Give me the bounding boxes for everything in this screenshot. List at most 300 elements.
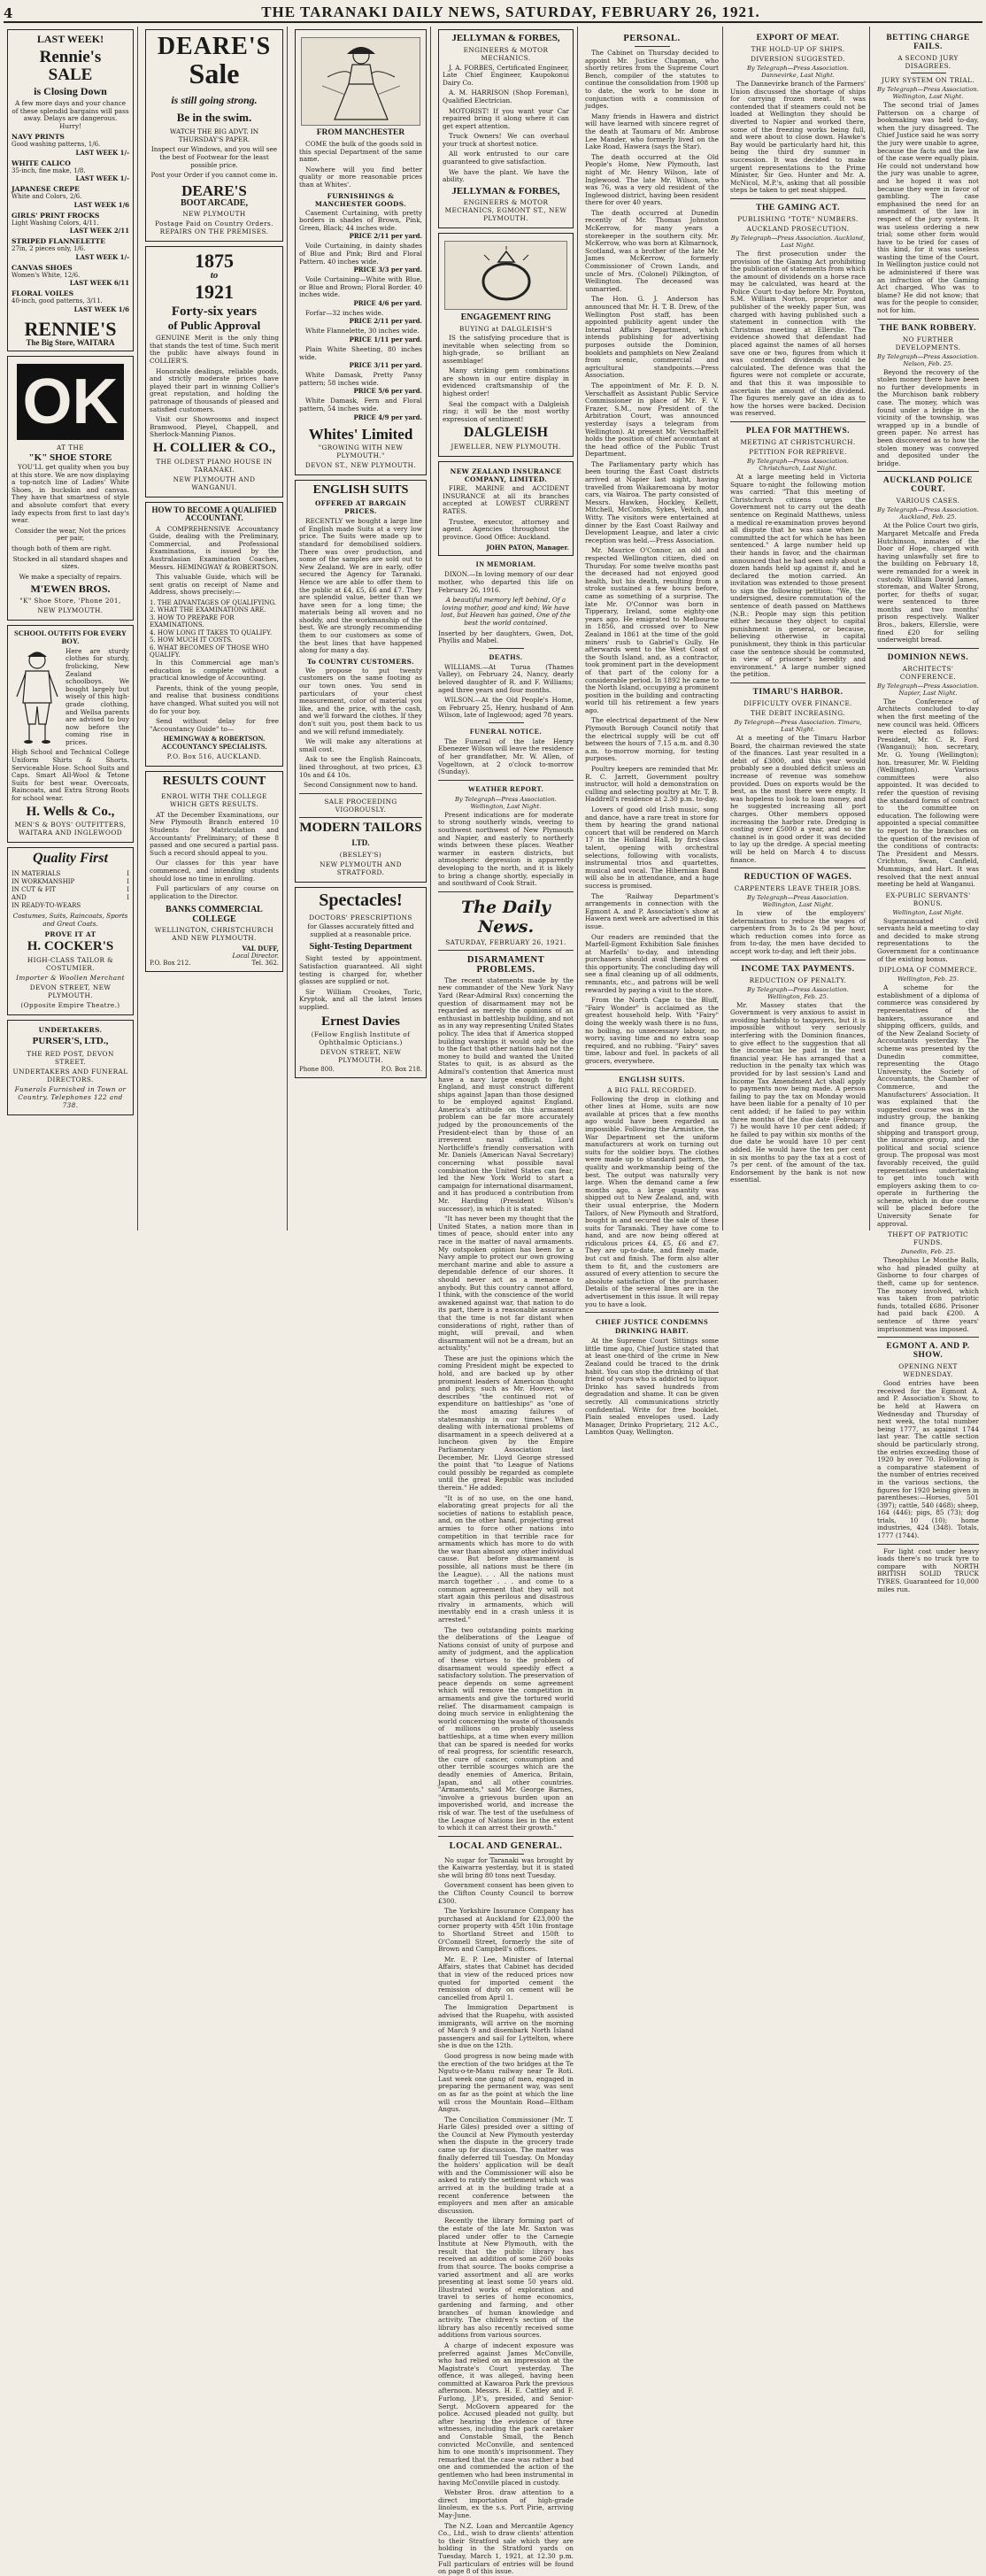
rennie-item-price: LAST WEEK 2/11 <box>69 227 129 235</box>
whites-item-price: PRICE 2/11 per yard. <box>349 317 422 326</box>
personal-paras <box>585 50 719 1066</box>
jellyman-sub: ENGINEERS & MOTOR MECHANICS. <box>463 45 549 62</box>
quality-row-mark: I <box>127 878 129 886</box>
spectacles-fellow: (Fellow English Institute of Ophthalmic Opticians.) <box>311 1030 411 1047</box>
rennie-item-desc: 40-inch, good patterns, 3/11. <box>12 297 103 305</box>
deaths-body1: WILLIAMS.—At Turua (Thames Valley), on February 24, Nancy, dearly beloved daughter of R. and F. Williams; aged three years and four months. <box>438 662 574 694</box>
ex-by: Wellington, Last Night. <box>892 908 964 916</box>
personal-paragraph: The Cabinet on Thursday decided to appoint Mr. Justice Chapman, who shortly retires from the Supreme Court Bench, compiler of the statutes to continue the consolidation from 1908 up to date, the work to be done in conjunction with a commission of judges. <box>585 49 719 111</box>
hemingway-body2: This valuable Guide, which will be sent gratis on receipt of Name and Address, shows precisely:— <box>150 573 279 597</box>
local-title: LOCAL AND GENERAL. <box>449 1840 563 1851</box>
rennie-item-price: LAST WEEK 1/- <box>75 252 129 261</box>
tax-body: Mr. Massey states that the Government is very anxious to assist in avoiding hardship to taxpayers, but it is impossible without very seriously interfering with the Dominion finances, to give effect to the suggestion that all the income-tax be paid in the next financial year. He has arranged that a reduction in the penalty tax which was provided for by last session's Land and Income Tax Amendment Act shall apply to payments now being made. A person failing to pay the tax on Monday would have been liable for a penalty of 10 per cent added; if he failed to pay within three months of the due date (February 7) he would have 10 per cent added; if he failed to pay within six months of the due date he would have 10 per cent added. He would have the ten per cent in six months to pay the tax at a cost of 7s per cent. of the amount of the tax. Endorsement by the bank is not now essential. <box>730 1000 866 1184</box>
rennie-closing: is Closing Down <box>34 85 107 98</box>
whites-ad <box>295 29 427 475</box>
nzinsurance-title: NEW ZEALAND INSURANCE COMPANY, LIMITED. <box>450 467 562 484</box>
egmont-sub: OPENING NEXT WEDNESDAY. <box>898 1362 958 1379</box>
quality-sub1: HIGH-CLASS TAILOR & COSTUMIER. <box>27 956 114 973</box>
whites-item-price: PRICE 5/6 per yard. <box>353 387 422 396</box>
results-title: RESULTS COUNT <box>162 775 266 789</box>
rennie-item-desc: Light Washing Colors, 4/11. <box>12 219 99 227</box>
english-body6: Second Consignment now to hand. <box>304 781 418 790</box>
local-paragraph: The N.Z. Loan and Mercantile Agency Co., Ltd., wish to draw clients' attention to their Stratford sale which they are holding in the Stratford yards on Tuesday, March 1, 1921, at 12.30 p.m. Full particulars of entries will be found on page 8 of this issue. <box>438 2521 574 2576</box>
whites-item-desc: Voile Curtaining, in dainty shades of Blue and Pink; Bird and Floral Pattern. 40 inches wide. <box>299 242 422 266</box>
english-modern <box>299 821 422 850</box>
english-besleys: (BESLEY'S) <box>339 851 382 860</box>
page-number: 4 <box>4 5 13 21</box>
quality-row-label: IN CUT & FIT <box>12 886 57 894</box>
results-body1: AT the December Examinations, our New Plymouth Branch entered 10 Students for Matriculation and Accountants' Preliminary; of these 8 passed and one secured a partial pass. Such a record should appeal to you. <box>150 810 279 857</box>
personal-paragraph: The Parliamentary party which has been touring the East Coast districts arrived at Napier last night, having travelled from Waikaremoana by motor cars, via Wairoa. The party consisted of Messrs. Hawken, Hockley, Kellett, Mitchell, McCombs, Sykes, Veitch, and Witty. The visitors were entertained at dinner by the East Coast Railway and Development League, and later a civic reception was held.—Press Association. <box>585 459 719 544</box>
quality-row-label: IN WORKMANSHIP <box>12 878 75 886</box>
english-body5: Ask to see the English Raincoats, lined throughout, at two prices, £3 10s and £4 10s. <box>299 755 422 779</box>
hemingway-ad <box>145 502 283 767</box>
school-ad <box>7 625 134 843</box>
column-3 <box>291 27 431 1230</box>
hemingway-list-item: 1. THE ADVANTAGES OF QUALIFYING. <box>150 598 277 606</box>
dalgleish-title: ENGAGEMENT RING <box>460 312 551 323</box>
kshoe-body4: Stocked in all standard shapes and sizes. <box>12 554 128 571</box>
plea-by: By Telegraph—Press Association. Christchurch, Last Night. <box>747 457 849 472</box>
whites-item-desc: Casement Curtaining, with pretty borders in shades of Brown, Pink, Green, Black; 44 inches wide. <box>299 208 422 232</box>
police-by: By Telegraph—Press Association. Auckland, Feb. 25. <box>877 506 979 521</box>
spectacles-phone: Phone 800. <box>299 1066 335 1074</box>
deare-post: Post your Order if you cannot come in. <box>150 171 278 180</box>
collier-body1: GENUINE Merit is the only thing that stands the test of time. Such merit the public have always found in COLLIER'S. <box>150 334 279 366</box>
bank-by: By Telegraph—Press Association. Nelson, Feb. 25. <box>877 352 979 367</box>
rennie-intro: A few more days and your chance of these splendid bargains will pass away. Delays are dangerous. Hurry! <box>12 99 129 130</box>
police-body: At the Police Court two girls, Margaret Metcalfe and Freda Hutchinson, inmates of the Door of Hope, charged with having unlawfully set fire to the building on February 18, were remanded for a week in custody. William David James, storeman, and Walter Strong, porter, for thefts of sugar, were sentenced to three months and two months' prison respectively. Walker Bros., bakers, Ellerslie, were fined £20 for selling underweight bread. <box>877 521 979 644</box>
spectacles-title: Spectacles! <box>319 891 403 911</box>
hemingway-title: HOW TO BECOME A QUALIFIED ACCOUNTANT. <box>151 505 277 523</box>
column-4 <box>435 27 578 2576</box>
whites-name: Whites' Limited <box>308 425 413 443</box>
weather-title: WEATHER REPORT. <box>467 784 544 793</box>
rennie-title: Rennie's <box>39 47 102 66</box>
spectacles-body2: Sight tested by appointment. Satisfaction guaranteed. All sight testing is charged for, whether glasses are supplied or not. <box>299 954 422 986</box>
collier-year2: 1921 <box>195 280 234 303</box>
spectacles-body3: Sir William Crookes, Toric, Kryptok, and all the latest lenses supplied. <box>299 987 422 1012</box>
personal-paragraph: The death occurred at Dunedin recently of Mr. Thomas Johnston McKerrow, for many years a storekeeper in the southern city. Mr. McKerrow, who was born at Kilmarnock, Scotland, was a brother of the late Mr. James McKerrow, formerly Commissioner of Crown Lands, and uncle of Mrs. (Colonel) Pilkington, of Wellington. The deceased was unmarried. <box>585 208 719 293</box>
quality-row-label: IN READY-TO-WEARS <box>12 902 81 910</box>
local-paragraph: No sugar for Taranaki was brought by the Kaiwarra yesterday, but it is stated she will bring 80 tons next Tuesday. <box>438 1855 574 1879</box>
personal-paragraph: Our readers are reminded that the Marfell-Egmont Exhibition Sale finishes at Marfells' to-day, and intending purchasers should avail themselves of this opportunity. The concluding day will see a final cleaning up of all oddments, remnants, etc., and patrons will be well rewarded by paying a visit to the store. <box>585 932 719 994</box>
whites-addr: DEVON ST., NEW PLYMOUTH. <box>304 461 417 470</box>
local-paragraph: Webster Bros. draw attention to a direct importation of high-grade linoleum, ex the s.s. Port Pirie, arriving May-June. <box>438 2488 574 2519</box>
quality-row-label: IN MATERIALS <box>12 870 61 878</box>
rennie-item-price: LAST WEEK 1/- <box>75 148 129 157</box>
hemingway-body5: Send without delay for free "Accountancy Guide" to— <box>150 717 279 733</box>
hemingway-name: HEMINGWAY & ROBERTSON. ACCOUNTANCY SPECIALISTS. <box>161 735 267 751</box>
personal-paragraph: Mr. Maurice O'Connor, an old and respected Wellington citizen, died on Thursday. For some twelve months past the deceased had not enjoyed good health, but his death, resulting from a stroke sustained a few hours before, came as something of a surprise. The late Mr. O'Connor was born in Tipperary, Ireland, some eighty-one years ago. He emigrated to Melbourne in 1856, and crossed over to New Zealand in 1861 at the time of the gold miners' rush to Gabriel's Gully. He afterwards went to the West Coast of the South Island, and, as a contractor, took prominent part in the development of that part of the colony for a considerable period. In 1892 he came to the North Island, occupying a prominent position in the building and contracting world till his retirement a few years ago. <box>585 546 720 714</box>
collier-approval: of Public Approval <box>167 318 261 332</box>
editorial-masthead: The Daily News. <box>461 897 551 937</box>
rennie-item-name: FLORAL VOILES <box>12 289 74 298</box>
gaming-sub1: PUBLISHING "TOTE" NUMBERS. <box>737 214 859 223</box>
collier-year1: 1875 <box>195 250 234 273</box>
results-pobox: P.O. Box 212. <box>150 960 191 968</box>
results-tel: Tel. 362. <box>251 960 279 968</box>
deare-city: NEW PLYMOUTH <box>182 210 246 219</box>
quality-row <box>12 902 129 910</box>
dip-title: DIPLOMA OF COMMERCE. <box>878 966 978 975</box>
english-modern-label: MODERN TAILORS <box>299 820 422 835</box>
bet-sub2: JURY SYSTEM ON TRIAL. <box>881 76 975 84</box>
kshoe-body5: We make a specialty of repairs. <box>19 572 122 581</box>
local-paragraph: Recently the library forming part of the estate of the late Mr. Saxton was placed under offer to the Carnegie Institute at New Plymouth, with the result that the public library has received an addition of some 260 books from that source. The books comprise a varied assortment and all are works presenting at least some 50 years old. Illustrated works of exploration and travel to series of home economics, gardening and farming, and other branches of human knowledge and activity. The children's section of the library has also recently received some additions from various sources. <box>438 2217 574 2340</box>
personal-paragraph: Poultry keepers are reminded that Mr. R. C. Jarrett, Government poultry instructor, will hold a demonstration on culling and selecting poultry at Mr. T. B. Haddrell's residence at 2.30 p.m. to-day. <box>585 765 719 804</box>
quality-sub3: DEVON STREET, NEW PLYMOUTH. <box>29 983 112 1000</box>
results-sub: ENROL WITH THE COLLEGE WHICH GETS RESULTS. <box>161 791 267 808</box>
wages-by: By Telegraph—Press Association. Wellington, Last Night. <box>747 894 849 909</box>
plea-sub1: MEETING AT CHRISTCHURCH. <box>740 437 856 446</box>
timaru-sub1: DIFFICULTY OVER FINANCE. <box>743 699 852 707</box>
hemingway-list-item: 5. HOW MUCH IT COSTS. <box>150 636 233 644</box>
jellyman-sub2: ENGINEERS & MOTOR MECHANICS, EGMONT ST., NEW PLYMOUTH. <box>444 198 567 223</box>
ring-icon <box>466 246 546 305</box>
quality-sub2: Importer & Woollen Merchant <box>16 974 125 983</box>
rennie-item-name: WHITE CALICO <box>12 158 71 167</box>
ring-illustration <box>444 241 567 310</box>
quality-row-mark: I <box>127 870 129 878</box>
collier-name: H. COLLIER & CO., <box>152 440 276 455</box>
local-paragraph: The Conciliation Commissioner (Mr. T. Harle Giles) presided over a sitting of the Council at New Plymouth yesterday when the dispute in the grocery trade came up for discussion. The matter was finally deferred till Tuesday. On Monday the holders' application will be dealt with and the Commissioner will also be asked to ratify the settlement which was arrived at in the building trade at a recent conference between the employers and men after an amicable discussion. <box>438 2115 574 2215</box>
personal-paragraph: The death occurred at the Old People's Home, New Plymouth, last night of Mr. Henry Wilson, late of Inglewood. The late Mr. Wilson, who was 76, was a very old resident of the Inglewood district, having been resident there for over 40 years. <box>585 152 719 207</box>
english-body3: We propose to put twenty customers on the same footing as our town ones. You send in particulars of your chest measurement, color of material you like, and the price, with the cash, and we'll forward the clothes. If they don't suit you, post them back to us and we will refund immediately. <box>299 666 422 736</box>
quality-sub4: (Opposite Empire Theatre.) <box>20 1001 120 1010</box>
hemingway-list-item: 3. HOW TO PREPARE FOR EXAMINATIONS. <box>150 613 235 629</box>
whites-item-price: PRICE 3/11 per yard. <box>349 361 422 370</box>
export-body: The Dannevirke branch of the Farmers' Union discussed the shortage of ships for carrying frozen meat. It was contended that if steamers could not be loaded at Wellington they should be diverted to Napier and worked there, some of the freezing works being full, and were about to close down. Hawke's Bay would be particularly hard hit, this being the third dry summer in succession. It was decided to make urgent representations to the Prime Minister, Sir Geo. Hunter and Mr. A. McNicol, M.P.'s, asking that all possible steps be taken to get meat shipped. <box>730 80 867 195</box>
editorial-p5: The two outstanding points marking the deliberations of the League of Nations consist of unity of purpose and amity of judgment, and the application of these virtues to the problem of disarmament would speedily effect a satisfactory solution. The preservation of peace depends on some agreement which will remove the competition in armaments and give the tortured world relief. The disarmament campaign is doing much service in enlightening the world concerning the waste of thousands of millions on probably useless battleships, at a time when every million that can be spared is needed for works of real progress, for scientific research, the cure of cancer, consumption and other terrible scourges which are the deadly enemies of America, Britain, Japan, and all other countries. "Armaments," said Mr. George Barnes, "involve a grievous burden upon an impoverished world, and increase the risk of war. The test of the usefulness of the League of Nations lies in the extent to which it can arrest their growth." <box>438 1625 574 1832</box>
local-paragraph: Mr. E. P. Lee, Minister of Internal Affairs, states that Cabinet has decided that in view of the reduced prices now quoted for imported cement the remission of duty on cement will be cancelled from April 1. <box>438 1955 574 2001</box>
whites-item-desc: White Damask, Fern and Floral pattern, 54 inches wide. <box>299 397 422 413</box>
rennie-footer-store: The Big Store, WAITARA <box>26 338 115 348</box>
whites-item-price: PRICE 4/6 per yard. <box>353 298 422 307</box>
dalgleish-jeweller: JEWELLER, NEW PLYMOUTH. <box>451 443 561 451</box>
collier-ad <box>145 246 283 497</box>
rennie-footer-name: RENNIE'S <box>24 317 117 340</box>
kshoe-ad <box>7 356 134 620</box>
rennie-item-desc: Women's White, 12/6. <box>12 271 81 279</box>
spectacles-body1: for Glasses accurately fitted and supplied at a reasonable price. <box>307 922 414 938</box>
timaru-body: At a meeting of the Timaru Harbor Board, the chairman reviewed the state of the finances. Last year resulted in a debit of £3000, and this year would probably see a doubled deficit unless an increase of revenue was somehow provided. Dues on exports would be the best, as the most there were empty. It was hopeless to look to loan money, and he suggested increasing all port charges. Other members opposed increasing the harbor rate. Dredging is costing over £5000 a year, and so the channel is in good order it was decided to lay up the dredge. A special meeting will be held on March 4 to discuss finance. <box>730 734 866 864</box>
tax-sub: REDUCTION OF PENALTY. <box>749 976 847 984</box>
personal-paragraph: The 'Railway Department's arrangements in connection with the Egmont A. and P. Association's show at Hawera next week are advertised in this issue. <box>585 891 719 930</box>
rennie-item-price: LAST WEEK 6/11 <box>69 279 129 288</box>
english-title: ENGLISH SUITS <box>312 483 409 497</box>
personal-paragraph: Lovers of good old Irish music, song and dance, have a rare treat in store for them by hearing the grand national concert that will be rendered on March 17 in the Holland Hall, by first-class talent, opening with orchestral selections, following with vocalists, instrumental trios and quartettes, musical and vocal. The Hibernian Band will also be in attendance, and a huge success is promised. <box>585 806 719 890</box>
quality-prove: PROVE IT AT <box>44 930 96 939</box>
hemingway-list-item: 2. WHAT THE EXAMINATIONS ARE. <box>150 606 266 614</box>
nzinsurance-body2: Trustee, executor, attorney and agent. Agencies throughout the province. Good Office: Auckland. <box>443 517 569 541</box>
funeral-title: FUNERAL NOTICE. <box>469 727 543 736</box>
kshoe-at: AT THE <box>56 443 84 452</box>
rennie-item-name: CANVAS SHOES <box>12 263 73 272</box>
kshoe-body1: YOU'LL get quality when you buy at this store. We are now displaying a top-notch line of Ladies' White Shoes, in buckskin and canvas. They have that smartness of style and absolute comfort that every lady expects from first to last day's wear. <box>12 463 129 525</box>
editorial-title: DISARMAMENT PROBLEMS. <box>466 954 545 975</box>
bet-body: The second trial of James Patterson on a charge of bookmaking was held to-day, when the jury disagreed. The Chief Justice said he was sorry the jury were unable to agree, because the facts and the law of the case were equally plain. He could not understand how the jury was unable to agree, and he hoped it was not because they were in favor of gambling. The case emphasised the need for an amendment of the law in respect of the jury system. It was useless ordering a new trial; some other form would have to be tried for cases of this kind, for it was useless wasting the time of the Court. In Wellington justice could not be administered if there was an infraction of the Gaming Act charged. Who was to blame? He did not know; that was for the people to consider, not for him. <box>877 101 979 315</box>
results-director: VAL DUFF, <box>242 945 279 953</box>
rennie-item-price: LAST WEEK 1/- <box>75 174 129 183</box>
editorial-date: SATURDAY, FEBRUARY 26, 1921. <box>445 937 566 946</box>
rennie-item-desc: Good washing patterns, 1/6. <box>12 141 101 149</box>
funeral-body: The Funeral of the late Henry Ebenezer Wilson will leave the residence of her grandfather, Mr. W. Allen, of Vogeltown, at 2 o'clock to-morrow (Sunday). <box>438 737 574 776</box>
wages-title: REDUCTION OF WAGES. <box>743 873 852 883</box>
plea-sub2: PETITION FOR REPRIEVE. <box>749 447 847 456</box>
bet-title: BETTING CHARGE FAILS. <box>886 34 970 51</box>
quality-ad <box>7 847 134 1015</box>
results-body2: Our classes for this year have commenced, and intending students should lose no time in enrolling. <box>150 859 279 883</box>
rennie-item-name: STRIPED FLANNELETTE <box>12 237 105 246</box>
rennie-item-desc: 35-inch, fine make, 1/8. <box>12 166 86 174</box>
lady-figure-icon <box>319 42 404 121</box>
rennie-item-name: JAPANESE CREPE <box>12 185 80 194</box>
local-paragraph: Good progress is now being made with the erection of the two bridges at the Te Ngutu-o-te-Manu railway near Te Roti. Last week one gang of men, engaged in preparing the permanent way, was sent on as far as the point at which the line will cross the Mountain Road—Eltham Angus. <box>438 2051 574 2114</box>
quality-title: Quality First <box>33 851 108 867</box>
editorial-p4: "It is of no use, on the one hand, elaborating great projects for all the societies of nations to establish peace, and, on the other hand, projecting great armies to force other nations into competition in that terrible race for armaments which has more to do with the war than almost any other individual cause. But before disarmament is possible, all nations must be there (in the League). . . All the nations must march together . . . and come to a common agreement that they will not start again this perilous and disastrous rivalry in armaments, which will inevitably end in a crash unless it is arrested." <box>438 1493 574 1624</box>
schoolboy-illustration <box>12 648 63 745</box>
jellyman-title: JELLYMAN & FORBES, <box>451 33 560 43</box>
whites-item-desc: Forfar—32 inches wide. <box>305 308 384 317</box>
results-director-title: Local Director. <box>232 953 279 960</box>
spectacles-name: Ernest Davies <box>321 1014 400 1029</box>
quality-row-mark: I <box>127 894 129 902</box>
personal-title: PERSONAL. <box>623 34 681 43</box>
masthead <box>4 2 982 23</box>
collier-to: to <box>210 270 219 282</box>
personal-paragraph: The appointment of Mr. F. D. N. Verschaffelt as Assistant Public Service Commissioner in place of Mr. F. V. Frazer, S.M., now President of the Arbitration Court, was announced yesterday (says a telegram from Wellington). At present Mr. Verschaffelt holds the position of chief accountant at the head office of the Public Trust Department. <box>585 381 719 459</box>
personal-paragraph: The Hon. G. J. Anderson has announced that Mr. H. T. B. Drew, of the Wellington Post staff, has been appointed publicity agent under the Internal Affairs Department, which intends publishing for advertising purposes outside the Dominion, booklets and pamphlets on New Zealand from scenic, commercial and agricultural standpoints.—Press Association. <box>585 295 720 380</box>
deare-sale: Sale <box>189 58 240 90</box>
english-cities: NEW PLYMOUTH AND STRATFORD. <box>320 860 402 877</box>
deare-watch: WATCH THE BIG ADVT. IN THURSDAY'S PAPER. <box>169 127 259 143</box>
eng-body: Following the drop in clothing and other lines at Home, suits are now available at prices that a few months ago would have been regarded as impossible. Following the Armistice, the War Department set the uniform manufacturers at work on turning out suits for the soldier boys. The clothes were made up to standard pattern, the quality and workmanship being of the best. The output was naturally very large. When the demand came a few months ago, a large quantity was shipped out to New Zealand, and, with their usual enterprise, the Modern Tailors, of New Plymouth and Stratford, bought in and secured the sale of these suits for Taranaki. They have come to hand, and are now being offered at ridiculous prices £4, £5, £6 and £7. They are up-to-date, and finely made, but cut and finish. The form also alter them to fit, and the customers are assured of every attention to secure the absolute satisfaction of the purchaser. Details of the several lines are in the advertisement in this issue. It will repay you to have a look. <box>585 1094 719 1308</box>
timaru-title: TIMARU'S HARBOR. <box>752 688 843 697</box>
dalgleish-body3: Seal the compact with a Dalgleish ring; it will be the most worthy expression of sentiment! <box>443 399 569 423</box>
local-paragraph: The Yorkshire Insurance Company has purchased at Auckland for £23,000 the corner property with 45ft 10in frontage to Shortland Street and 150ft to O'Connell Street, formerly the site of Brown and Campbell's offices. <box>438 1907 574 1954</box>
local-paragraph: A charge of indecent exposure was preferred against James McConville, who had relied on an impression at the Magistrate's Court yesterday. The offence, it was alleged, having been committed at Kawaroa Park the previous afternoon. Messrs. H. E. Cattley and F. Furlong, J.P.'s, presided, and Senior-Sergt. McGovern appeared for the police. Accused pleaded not guilty, but after hearing the evidence of three witnesses, including the park caretaker and Constable Small, the Bench convicted McConville, and sentenced him to one month's imprisonment. They remarked that the case was rather a bad one and commended the action of the gentlemen who had been instrumental in having McConville placed in custody. <box>438 2341 574 2487</box>
whites-item-desc: White Flannelette, 30 inches wide. <box>305 327 420 335</box>
jellyman-body1: MOTORIST! If you want your Car repaired bring it along where it can get expert attention. <box>443 106 569 130</box>
undertakers-title: UNDERTAKERS. <box>38 1026 103 1035</box>
whites-item-desc: Voile Curtaining—White with Blue, or Blue and Brown; Floral Border. 40 inches wide. <box>299 275 422 299</box>
undertakers-name: PURSER'S, LTD., <box>32 1036 109 1047</box>
weather-by: By Telegraph—Press Association. Wellington, Last Night. <box>455 795 557 810</box>
english-sale: SALE PROCEEDING VIGOROUSLY. <box>324 797 397 814</box>
english-suits-ad <box>295 480 427 883</box>
wages-body: In view of the employers' determination to reduce the wages of carpenters from 3s to 2s 9d per hour, which reduction comes into force as from to-day, the men have decided to accept work to-day, and left their jobs. <box>730 909 866 956</box>
column-5 <box>582 27 723 1437</box>
spectacles-addr: DEVON STREET, NEW PLYMOUTH. <box>320 1048 402 1065</box>
english-ltd: LTD. <box>351 837 370 847</box>
column-2 <box>142 27 288 1230</box>
quality-row <box>12 878 129 886</box>
arch-title: ARCHITECTS' CONFERENCE. <box>899 664 957 681</box>
memoriam-verse: A beautiful memory left behind, Of a loving mother, good and kind; We have lost, but Heaven has gained, One of the best the world contained. <box>441 596 571 627</box>
results-body3: Full particulars of any course on application to the Director. <box>150 884 279 900</box>
rennie-item-desc: White and Colors, 2/6. <box>12 193 82 201</box>
whites-from: FROM MANCHESTER <box>316 128 405 137</box>
bank-body: Beyond the recovery of the stolen money there have been no further developments in the Murchison bank robbery case. The money, which was found under a bridge in the vicinity of the township, was wrapped up in a bundle of green paper. No arrest has been discovered as to how the stolen money was conveyed and deposited under the bridge. <box>877 367 979 467</box>
rennie-last-week: LAST WEEK! <box>36 33 104 45</box>
plea-title: PLEA FOR MATTHEWS. <box>745 426 851 436</box>
rennie-item-name: GIRLS' PRINT FROCKS <box>12 211 100 220</box>
personal-paragraph: The electrical department of the New Plymouth Borough Council notify that the electrical supply will be cut off between the hours of 7.15 a.m. and 8.30 a.m. to-morrow morning, for testing purposes. <box>585 716 719 763</box>
deare-inspect: Inspect our Windows, and you will see the best of Footwear for the least possible price. <box>150 145 278 169</box>
results-cities: WELLINGTON, CHRISTCHURCH AND NEW PLYMOUTH. <box>154 926 274 943</box>
dalgleish-name: DALGLEISH <box>463 425 549 441</box>
wages-sub: CARPENTERS LEAVE THEIR JOBS. <box>734 884 862 893</box>
undertakers-addr: THE RED POST, DEVON STREET. <box>27 1049 114 1066</box>
jellyman-body3: All work entrusted to our care guaranteed to give satisfaction. <box>443 150 569 166</box>
collier-fortysix: Forty-six years <box>171 304 258 319</box>
kshoe-addr2: NEW PLYMOUTH. <box>37 605 104 614</box>
jellyman-p1: J. A. FORBES, Certificated Engineer, Late Chief Engineer, Kaupokonui Dairy Co. <box>443 63 569 87</box>
kshoe-body3: though both of them are right. <box>12 544 112 552</box>
column-7 <box>874 27 982 1593</box>
collier-body2: Honorable dealings, reliable goods, and strictly moderate prices have played their part in winning Collier's great reputation, and holding the patronage of thousands of pleased and satisfied customers. <box>150 366 279 413</box>
editorial-p2: "It has never been my thought that the United States, a nation more than in times of peace, should enter into any race in the matter of naval armaments. My outspoken opinion has been for a Navy ample to protect our own growing merchant marine and able to assure a dependable defence of our shores. It should never act as a menace to anybody. But this country cannot afford, I think, with the conscience of the world awakened against war, that nation to do its part, there is a reasonable assurance that the time is not far distant when considerations of right, rather than of might, will prevail, and when disarmament will not be a dream, but an actuality." <box>438 1215 574 1353</box>
results-bank: BANKS COMMERCIAL COLLEGE <box>166 905 263 924</box>
col7-foot: For light cost under heavy loads there's no truck tyre to compare with NORTH BRITISH SOLID TRUCK TYRES. Guaranteed for 10,000 miles run. <box>877 1546 979 1593</box>
bet-by: By Telegraph—Press Association. Wellington, Last Night. <box>877 86 979 100</box>
school-body: Here are sturdy clothes for sturdy, frolicking, New Zealand schoolboys. We bought largely but wisely of this high-grade clothing, and Wellsa parents are advised to buy now before the coming rise in prices. <box>65 646 129 746</box>
deare-still: is still going strong. <box>171 93 258 106</box>
dip-by: Wellington, Feb. 25. <box>897 976 959 983</box>
english-body1: RECENTLY we bought a large line of English made Suits at a very low price. The Suits were made up to standard for demobilised soldiers. There was over production, and some of the samples are sold out to New Zealand. We are in early, offer secured the Agency for Taranaki. Hence we are able to offer them to the public at £4, £5, £6 and £7. They are splendid value, better than we have seen for a long time; the materials being all woven and no shoddy, and the workmanship of the best. We are strongly recommending them to our customers as some of the best lines that have happened along for many a day. <box>299 517 422 655</box>
editorial-p1: The recent statements made by the new commander of the New York Navy Yard (Rear-Admiral Rux) concerning the question of disarmament may not be regarded as merely the opinions of an enthusiast in battleship building, and not as in any way representing United States policy. The idea that if America stopped building warships it would only be due to the fact that other nations had not the money to build and wanted the United States to quit, is as absurd as the Admiral's contention that America must have a navy large enough to fight England, and must construct different ships against Japan than those designed to be employed against England. America's attitude on this armament problem can be far more accurately judged by the pronouncements of the President-elect than by those of an irreverent naval official. Lord Northcliffe's friendly conversation with Mr. Daniels (American Naval Secretary) concerning what possible naval combination the United States can fear, led the New York World to start a campaign for international disarmament, and it has produced a contribution from Mr. Harding (President Wilson's successor), in which it is stated: <box>438 976 574 1213</box>
theft-title: THEFT OF PATRIOTIC FUNDS. <box>887 1230 969 1247</box>
quality-row <box>12 886 129 894</box>
whites-slogan: "GROWING WITH NEW PLYMOUTH." <box>318 443 404 460</box>
eng-title: ENGLISH SUITS. <box>619 1074 685 1084</box>
column-6b <box>727 27 870 1230</box>
school-name: H. Wells & Co., <box>26 804 115 819</box>
dalgleish-sub: BUYING at DALGLEISH'S <box>459 324 552 333</box>
masthead-title: THE TARANAKI DAILY NEWS, SATURDAY, FEBRUARY 26, 1921. <box>261 4 760 20</box>
whites-furnish: FURNISHINGS & MANCHESTER GOODS. <box>314 191 407 208</box>
whites-item-price: PRICE 4/9 per yard. <box>353 413 422 421</box>
deare-arcade: BOOT ARCADE, <box>181 197 248 208</box>
personal-paragraph: From the North Cape to the Bluff, "Fairy Wonder" is acclaimed as the greatest household help. With "Fairy" doing the weekly wash there is no fuss, no boiling, no unnecessary labour, no worry, saving time and no extra soap required, and no rubbing. "Fairy" saves time, labour and fuel. In packets of all grocers, everywhere. <box>585 996 719 1065</box>
whites-body2: Nowhere will you find better quality or more reasonable prices than at Whites'. <box>299 165 422 189</box>
quality-line: Costumes, Suits, Raincoats, Sports and Great Coats. <box>12 912 128 928</box>
whites-body1: COME the bulk of the goods sold in this special Department of the same name. <box>299 139 422 164</box>
whites-item-desc: Plain White Sheeting, 80 inches wide. <box>299 345 422 361</box>
arch-by: By Telegraph—Press Association. Napier, Last Night. <box>877 682 979 697</box>
quality-name: H. COCKER'S <box>27 939 114 954</box>
chief-title: CHIEF JUSTICE CONDEMNS DRINKING HABIT. <box>595 1317 709 1336</box>
hemingway-body1: A COMPREHENSIVE Accountancy Guide, dealing with the Preliminary, Commercial, and Professional Examinations, is issued by the Australasian Examination Coaches, Messrs. HEMINGWAY & ROBERTSON. <box>150 524 279 571</box>
export-by: By Telegraph—Press Association. Dannevirke, Last Night. <box>747 65 849 79</box>
dalgleish-ad <box>438 233 574 457</box>
hemingway-list <box>150 599 279 659</box>
rennie-ad <box>7 29 134 351</box>
deare-postage: Postage Paid on Country Orders. REPAIRS ON THE PREMISES. <box>155 220 273 236</box>
hemingway-body4: Parents, think of the young people, and realise that business conditions have changed. What suited you will not do for your boy. <box>150 683 279 715</box>
nzinsurance-manager: JOHN PATON, Manager. <box>486 544 569 552</box>
school-sub: MEN'S & BOYS' OUTFITTERS, WAITARA AND INGLEWOOD <box>14 821 127 837</box>
deare-swim: Be in the swim. <box>176 110 252 124</box>
whites-item-price: PRICE 1/11 per yard. <box>349 335 422 344</box>
whites-item-price: PRICE 3/3 per yard. <box>353 266 422 274</box>
kshoe-title: "K" SHOE STORE <box>28 452 112 464</box>
deaths-body2: WILSON.—At the Old People's Home, on February 25, Henry, husband of Ann Wilson, late of Inglewood; aged 78 years. <box>438 696 574 720</box>
export-title: EXPORT OF MEAT. <box>756 34 840 42</box>
plea-body: At a large meeting held in Victoria Square to-night the following motion was carried: "That this meeting of Christchurch citizens urges the Government not to carry out the death sentence on Reginald Matthews, unless a medical re-examination proves beyond all dispute that he was sane when he committed the act for which he has been sentenced." A large number held up their hands in favor, and the chairman announced that he had seen only about a dozen hands held up against it, and he declared the motion carried. An invitation was extended to those present to sign the following petition: "We, the undersigned, desire commutation of the sentence of death passed on Matthews (N.B.: People may sign this petition either because they object to capital punishment in general, or because, believing otherwise in capital punishment, they think in this particular case the sentence should be commuted, in view of prisoner's heredity and environment." A large number signed the petition. <box>730 472 866 679</box>
bet-sub1: A SECOND JURY DISAGREES. <box>897 54 959 70</box>
undertakers-foot: Funerals Furnished in Town or Country. Telephones 122 and 738. <box>14 1084 127 1109</box>
gaming-sub2: AUCKLAND PROSECUTION. <box>746 224 850 233</box>
hemingway-body3: In this Commercial age man's education is complete without a practical knowledge of Accounting. <box>150 658 279 683</box>
nz-insurance-ad <box>438 461 574 556</box>
egmont-title: EGMONT A. AND P. SHOW. <box>886 1342 970 1361</box>
spectacles-doctors: DOCTORS' PRESCRIPTIONS <box>309 914 412 922</box>
tax-by: By Telegraph—Press Association. Wellington, Feb. 25. <box>747 985 849 1000</box>
quality-row <box>12 894 129 902</box>
rennie-item-name: NAVY PRINTS <box>12 133 65 142</box>
collier-city: NEW PLYMOUTH AND WANGANUI. <box>173 474 256 491</box>
theft-body: Theophilus Le Monthe Balls, who had pleaded guilty at Gisborne to four charges of theft, came up for sentence. The money involved, which was taken from patriotic funds, totalled £686. Prisoner had paid back £200. A sentence of three years' imprisonment was imposed. <box>877 1256 979 1333</box>
jellyman-title2: JELLYMAN & FORBES, <box>451 185 560 197</box>
school-list: High School and Technical College Uniform Shirts & Shorts. Serviceable Hose. School Suits and Caps. Smart All-Wool & Tetone Suits for best wear. Overcoats, Raincoats, and Extra Strong Boots for school wear. <box>12 748 129 803</box>
spectacles-contact <box>299 1066 422 1074</box>
personal-paragraph: Many friends in Hawera and district will have learned with sincere regret of the death at Taumaru of Mr. Ambrose Lee Mander, who formerly lived on the Lake Road, Hawera (says the Star). <box>585 112 719 151</box>
english-body2: To COUNTRY CUSTOMERS. <box>306 657 415 666</box>
local-paragraph: Government consent has been given to the Clifton County Council to borrow £300. <box>438 1881 574 1905</box>
rennie-item-desc: 27in, 2 pieces only, 1/6. <box>12 245 86 253</box>
rennie-items <box>12 133 129 313</box>
memoriam-sign: Inserted by her daughters, Gwen, Dot, Phyllis and Mabel. <box>438 629 574 645</box>
dip-body: A scheme for the establishment of a diploma of commerce was considered by representatives of the bankers, assurance and shipping officers, guilds, and of the New Zealand Society of Accountants yesterday. The scheme was presented by the Dunedin committee, representing the Otago University, the Society of Accountants, the Chamber of Commerce, and the Manufacturers' Association. It was explained that the suggested course was in the industry group, the banking and finance group, the shipping and transport group, the insurance group, and the political and social science group. The proposal was most favorably received, the guild representatives undertaking to get into touch with employers asking them to co-operate in furthering the scheme, which in due course will be placed before the University Senate for approval. <box>877 983 979 1228</box>
rennie-item-price: LAST WEEK 1/6 <box>73 200 129 209</box>
kshoe-addr1: "K" Shoe Store, 'Phone 201, <box>19 596 121 605</box>
whites-item-desc: White Damask, Pretty Pansy pattern; 58 inches wide. <box>299 371 422 387</box>
undertakers-ad <box>7 1020 134 1115</box>
manchester-illustration <box>301 37 420 126</box>
quality-row-mark: I <box>127 886 129 894</box>
ex-title: EX-PUBLIC SERVANTS' BONUS. <box>885 891 971 907</box>
quality-row <box>12 870 129 878</box>
deaths-title: DEATHS. <box>489 652 523 661</box>
dalgleish-body2: Many striking gem combinations are shown in our entire display in evidenced craftsmanship of the highest order! <box>443 366 569 398</box>
gaming-by: By Telegraph—Press Association. Auckland, Last Night. <box>730 234 866 249</box>
collier-oldest: THE OLDEST PIANO HOUSE IN TARANAKI. <box>156 457 273 474</box>
dalgleish-body1: IS the satisfying procedure that is inevitable when selecting from so high-grade, so brilliant an assemblage! <box>443 333 569 365</box>
egmont-body: Good entries have been received for the Egmont A. and P. Association's Show, to be held at Hawera on Wednesday and Thursday of next week, the total number being 1777, as against 1744 last year. The cattle section should be particularly strong, the entries exceeding those of 1920 by over 70. Following is a comparative statement of the number of entries received in the various sections, the figures for 1920 being given in parentheses:—Horses, 501 (397); cattle, 540 (468); sheep, 164 (446); pigs, 85 (73); dog trials, 10 (10); home industries, 424 (348). Totals, 1777 (1744). <box>877 1379 979 1540</box>
nzinsurance-body: FIRE, MARINE and ACCIDENT INSURANCE at all its branches accepted at LOWEST CURRENT RATES. <box>443 484 569 516</box>
theft-by: Dunedin, Feb. 25. <box>900 1248 956 1256</box>
quality-rows <box>12 870 129 910</box>
gaming-body: The first prosecution under the provision of the Gaming Act prohibiting the publication of statements from which the amount of dividends on a horse race may be calculated, was heard at the Police Court to-day before Mr. Poynton, S.M. William Norton, proprietor and publisher of the weekly paper Sun, was charged with having published such a statement in connection with the Christmas meeting at Ellerslie. The evidence showed that defendant had placed against the names of all horses save one or two, figures from which it was contended dividends could be calculated. The defence was that the figures were not complete or accurate, and that this it was impossible to ascertain the amount of the dividend. The figures merely gave an idea as to how the horses were backed. Decision was reserved. <box>730 249 866 418</box>
deare-name2: DEARE'S <box>181 181 247 199</box>
jellyman-body4: We have the plant. We have the ability. <box>443 167 569 184</box>
results-ad <box>145 771 283 972</box>
ok-logo: OK <box>17 364 124 440</box>
timaru-by: By Telegraph—Press Association. Timaru, Last Night. <box>734 719 862 733</box>
bank-title: THE BANK ROBBERY. <box>880 323 976 333</box>
local-paras <box>438 1857 574 2576</box>
chief-body: At the Supreme Court Sittings some little time ago, Chief Justice stated that at least one-third of the crime in New Zealand could be traced to the drink habit. You can stop the drinking of that friend of yours who is addicted to liquor. Drinko has saved hundreds from degradation and shame. It can be given secretly. All communications strictly confidential. Write for free booklet. Plain sealed envelopes used. Lady Manager, Drinko Proprietary, 212 A.C., Lambton Quay, Wellington. <box>585 1337 719 1437</box>
local-paragraph: The Immigration Department is advised that the Ruapehu, with assisted immigrants, will arrive on the morning of March 9 and disembark North Island passengers and sail for Lyttelton, where she is due on the 12th. <box>438 2003 574 2050</box>
english-offered: OFFERED AT BARGAIN PRICES. <box>314 499 407 516</box>
tax-title: INCOME TAX PAYMENTS. <box>741 964 855 974</box>
kshoe-name: M'EWEN BROS. <box>30 582 111 596</box>
memoriam-body: DIXON.—In loving memory of our dear mother, who departed this life on February 26, 1916. <box>438 570 574 594</box>
undertakers-sub: UNDERTAKERS AND FUNERAL DIRECTORS. <box>12 1067 128 1084</box>
dom-title: DOMINION NEWS. <box>887 652 969 662</box>
